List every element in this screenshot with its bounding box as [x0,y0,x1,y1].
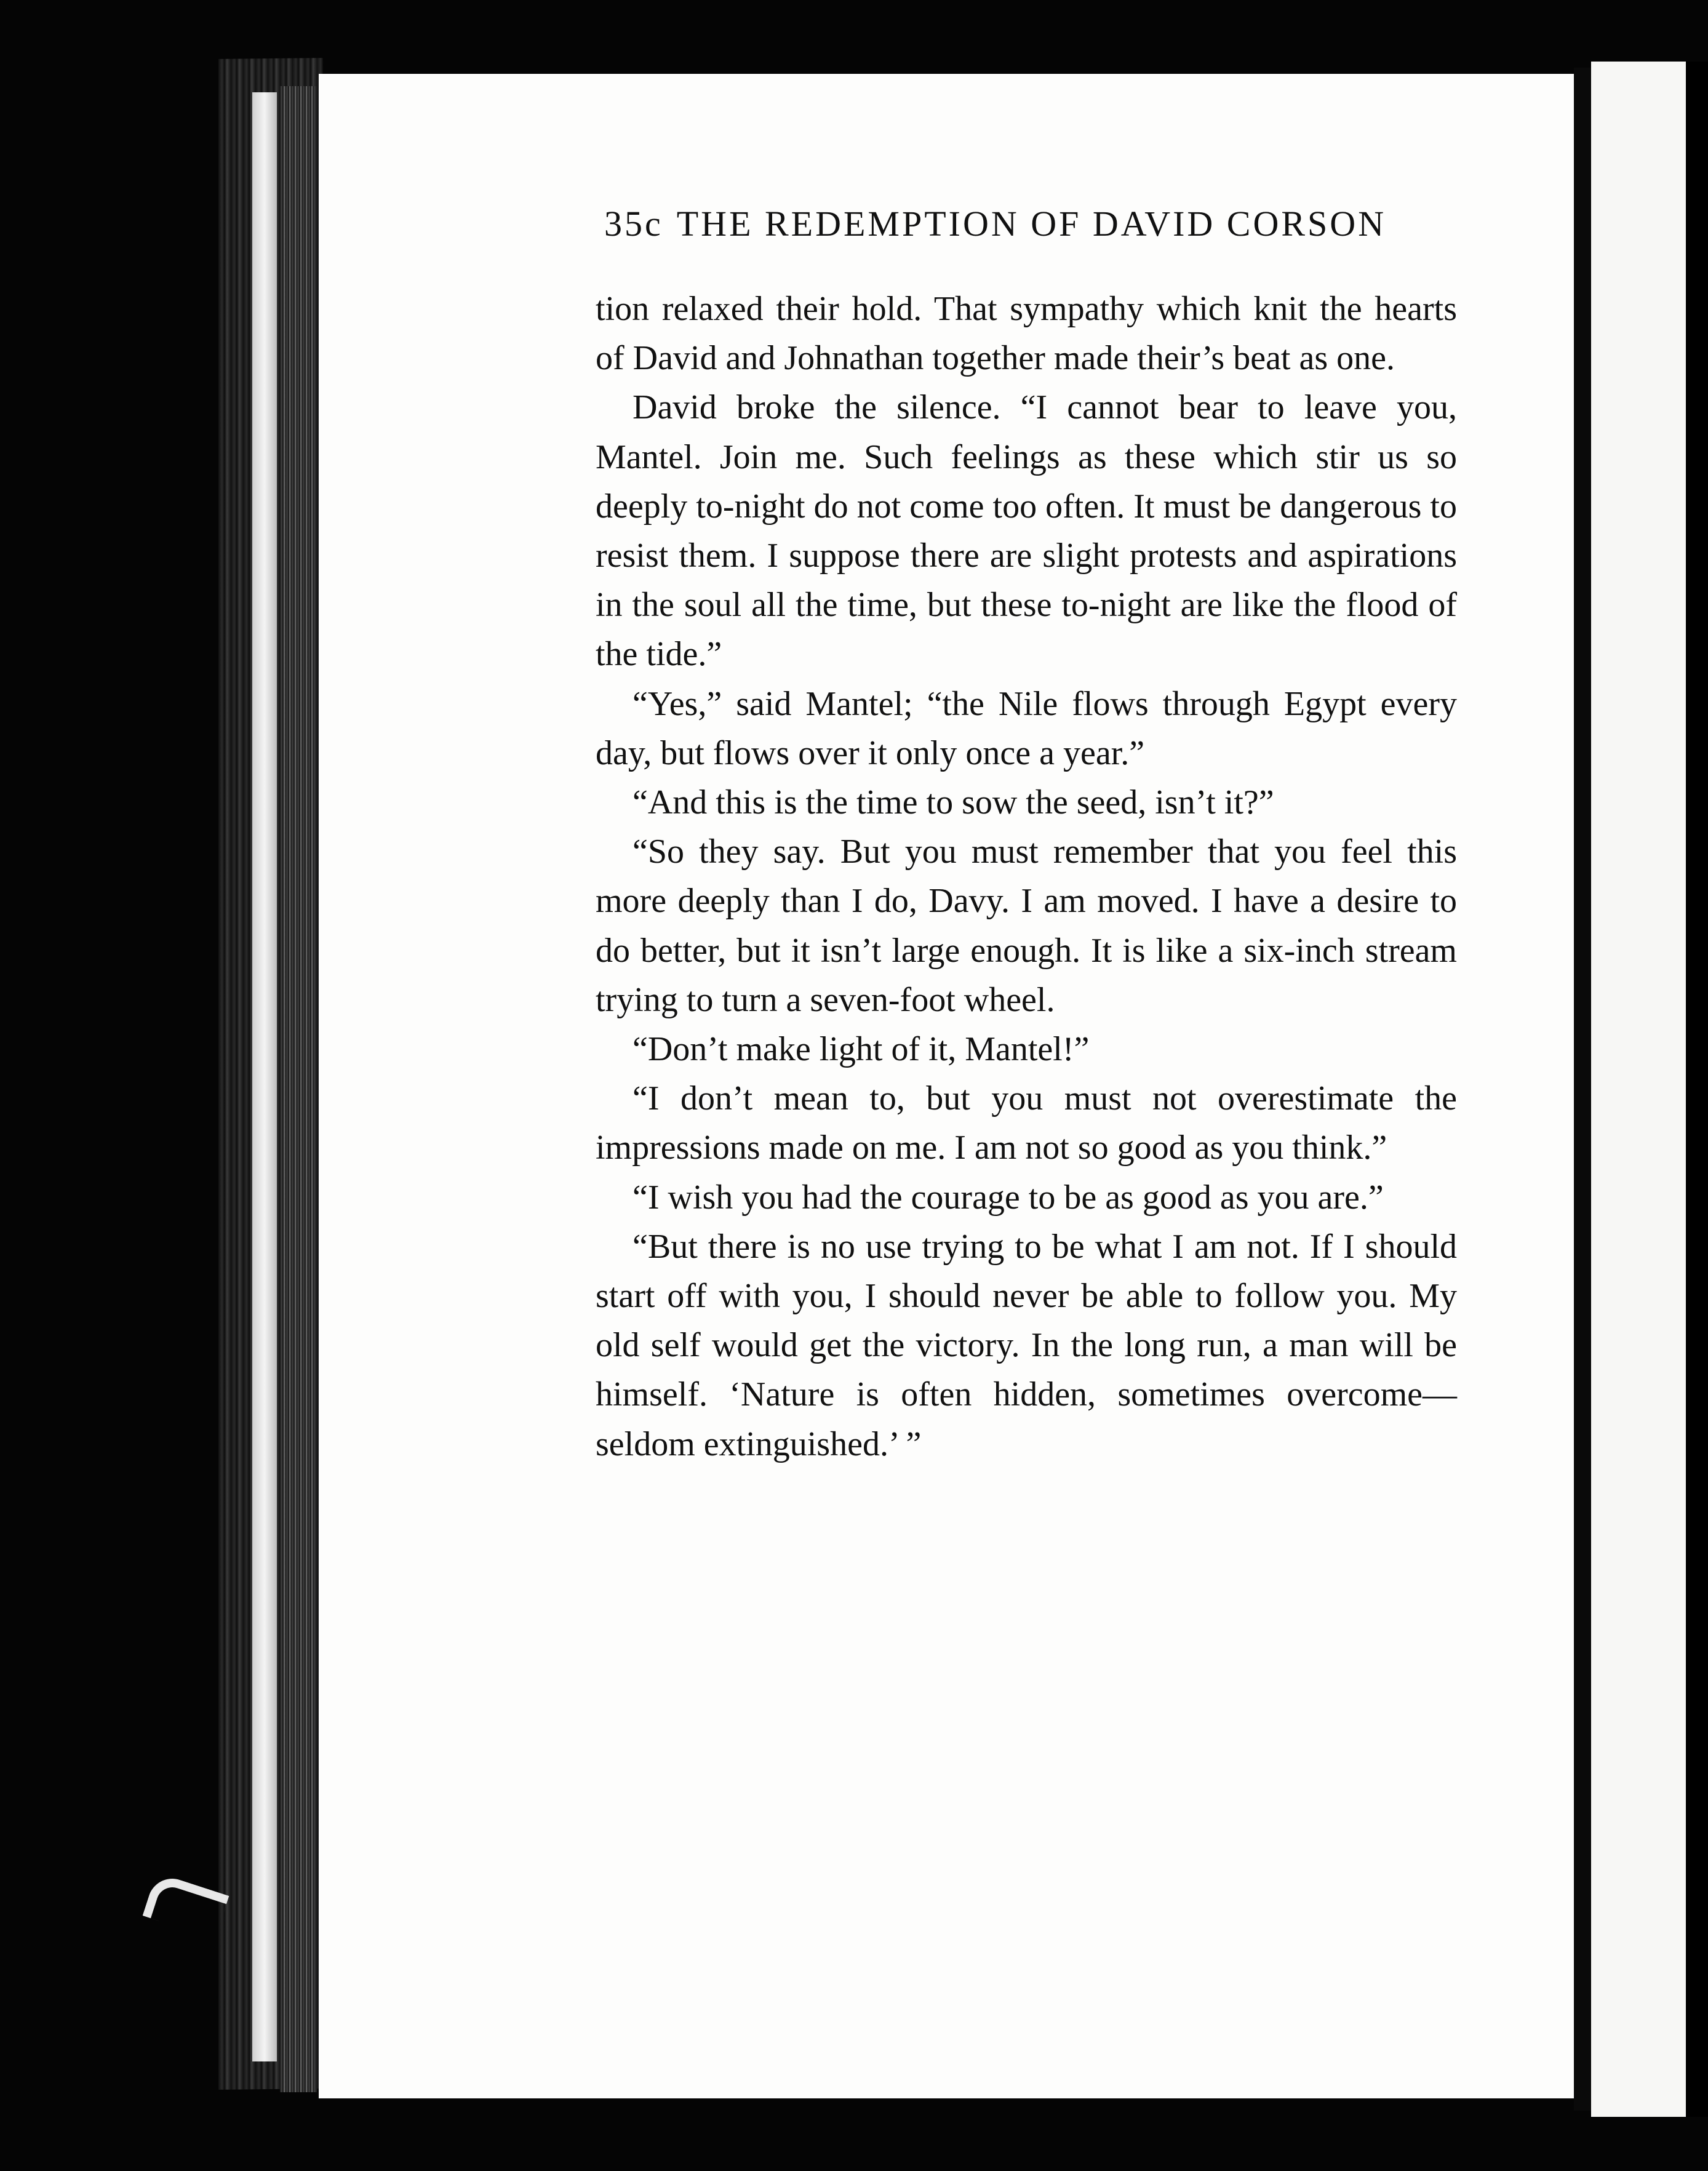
scan-artifact-hook [143,1873,229,1940]
book-page-edges-inner [280,86,317,2092]
paragraph: “And this is the time to sow the seed, isn’t it?” [633,783,1274,822]
paragraph: “So they say. But you must remember that you feel this more deeply than I do, Davy. I am moved. I have a desire to do better, but it isn’t large enough. It is like a six-inch stream trying to turn a seven-foot wheel. [596,833,1457,1019]
page-number: 35c [604,204,663,244]
running-header [604,203,1478,244]
paragraph: “I don’t mean to, but you must not overestimate the impressions made on me. I am not so good as you think.” [596,1079,1457,1167]
gutter [1574,68,1591,2111]
paragraph: “Yes,” said Mantel; “the Nile flows through Egypt every day, but flows over it only once a year.” [596,684,1457,772]
paragraph: David broke the silence. “I cannot bear to leave you, Mantel. Join me. Such feelings as these which stir us so deeply to-night do not come too often. It must be dangerous to resist them. I suppose there are slight protests and aspirations in the soul all the time, but these to-night are like the flood of the tide.” [596,388,1457,674]
right-page-edge [1686,62,1708,2117]
running-title: THE REDEMPTION OF DAVID CORSON [676,204,1387,244]
paragraph: “Don’t make light of it, Mantel!” [633,1030,1090,1069]
paragraph: tion relaxed their hold. That sympathy which knit the hearts of David and Johnathan together made their’s beat as one. [596,290,1457,378]
page-body [596,284,1457,1469]
paragraph: “I wish you had the courage to be as good as you are.” [633,1178,1384,1217]
paragraph: “But there is no use trying to be what I am not. If I should start off with you, I should never be able to follow you. My old self would get the victory. In the long run, a man will be himself. ‘Nature is often hidden, sometimes overcome—seldom extinguished.’ ” [596,1227,1457,1463]
book-page-edge-highlight [252,92,277,2061]
